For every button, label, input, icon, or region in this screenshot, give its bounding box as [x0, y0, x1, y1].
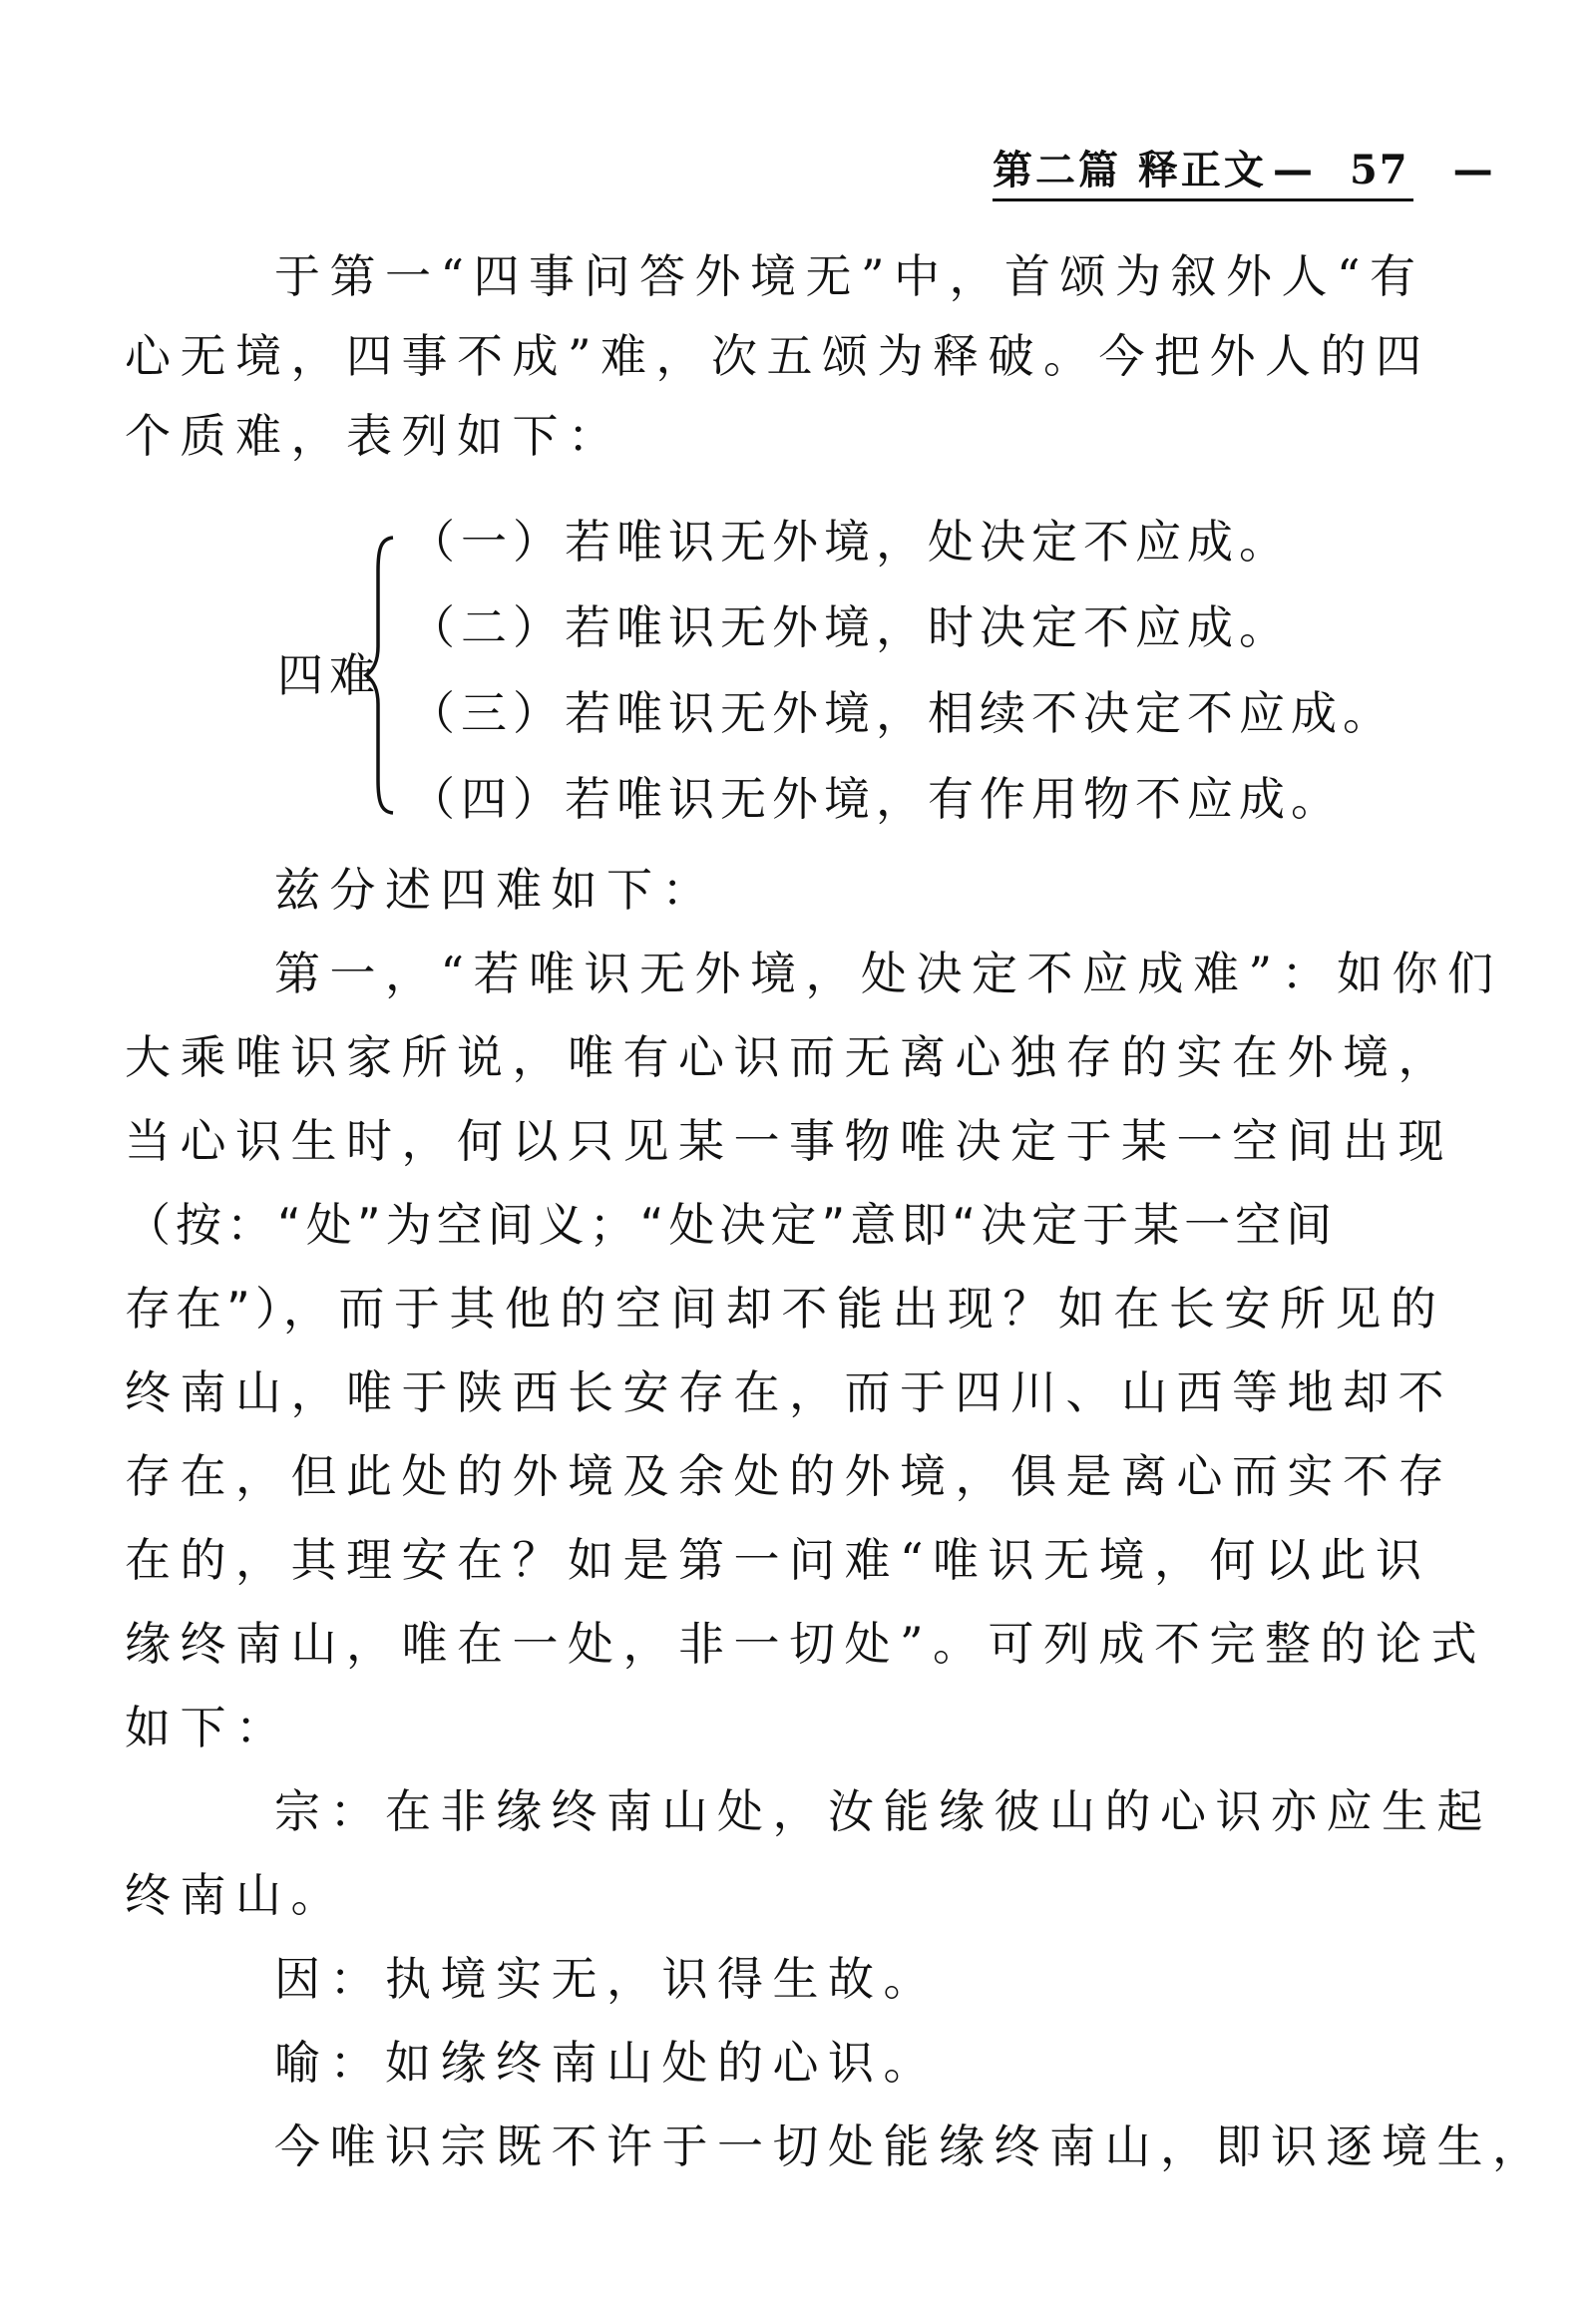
syllogism-yin-line: 因：执境实无，识得生故。 [274, 1952, 939, 2006]
paragraph-line: 兹分述四难如下： [274, 863, 717, 917]
paragraph-line: 个质难，表列如下： [125, 409, 623, 463]
header-dash-right: — [1452, 148, 1496, 193]
header-rule [993, 198, 1413, 201]
note-kai-fragment: 存在”） [125, 1282, 283, 1336]
paragraph-fragment: ，而于其他的空间却不能出现？如在长安所见的 [282, 1282, 1446, 1336]
curly-brace-icon [363, 535, 397, 820]
header-dash-left: — [1272, 148, 1316, 193]
closing-line: 今唯识宗既不许于一切处能缘终南山，即识逐境生， [274, 2119, 1548, 2173]
paragraph-line: 心无境，四事不成”难，次五颂为释破。今把外人的四 [125, 329, 1431, 383]
note-kai-line: （按：“处”为空间义；“处决定”意即“决定于某一空间 [125, 1198, 1338, 1252]
difficulty-item-1: （一）若唯识无外境，处决定不应成。 [409, 515, 1291, 569]
paragraph-line: 存在，但此处的外境及余处的外境，俱是离心而实不存 [125, 1449, 1453, 1503]
difficulty-item-4: （四）若唯识无外境，有作用物不应成。 [409, 772, 1343, 826]
body-text [125, 848, 1548, 2188]
difficulty-item-3: （三）若唯识无外境，相续不决定不应成。 [409, 686, 1395, 740]
paragraph-line: 在的，其理安在？如是第一问难“唯识无境，何以此识 [125, 1533, 1431, 1587]
syllogism-zong-line: 宗：在非缘终南山处，汝能缘彼山的心识亦应生起 [274, 1784, 1492, 1838]
section-title: 第二篇 释正文 [993, 148, 1267, 193]
paragraph-line: 如下： [125, 1701, 291, 1754]
paragraph-line: 缘终南山，唯在一处，非一切处”。可列成不完整的论式 [125, 1617, 1487, 1671]
four-difficulties-list [409, 499, 1506, 842]
paragraph-line: 于第一“四事问答外境无”中，首颂为叙外人“有 [274, 249, 1425, 303]
paragraph-line: 大乘唯识家所说，唯有心识而无离心独存的实在外境， [125, 1030, 1453, 1084]
paragraph-line: 终南山，唯于陕西长安存在，而于四川、山西等地却不 [125, 1365, 1453, 1419]
syllogism-zong-line: 终南山。 [125, 1868, 346, 1922]
paragraph-line: 当心识生时，何以只见某一事物唯决定于某一空间出现 [125, 1114, 1453, 1168]
paragraph-line [125, 1267, 1521, 1350]
syllogism-yu-line: 喻：如缘终南山处的心识。 [274, 2036, 939, 2090]
page-header [993, 147, 1496, 193]
page-number: 57 [1349, 147, 1409, 193]
difficulty-item-2: （二）若唯识无外境，时决定不应成。 [409, 600, 1291, 654]
intro-paragraph [125, 236, 1521, 476]
paragraph-line: 第一，“若唯识无外境，处决定不应成难”：如你们 [274, 947, 1503, 1000]
four-difficulties-label: 四难 [277, 648, 381, 702]
